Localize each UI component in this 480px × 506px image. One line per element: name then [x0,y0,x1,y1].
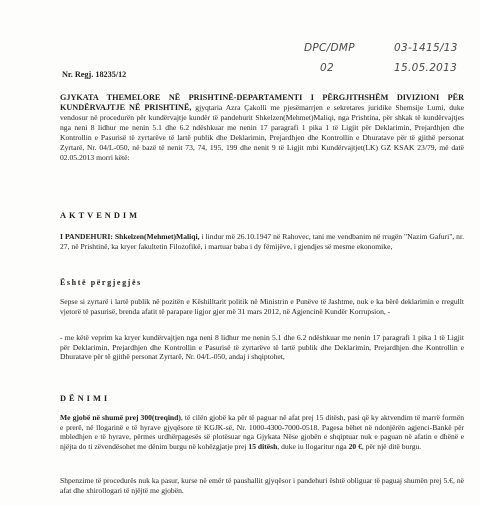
defendant-paragraph [60,232,464,251]
handwritten-number: 02 [320,62,334,74]
fine-text-2: , duke iu llogaritur nga [277,441,349,451]
per-day-amount: 20 € [348,441,362,451]
handwritten-date: 15.05.2013 [394,62,458,74]
registration-number: Nr. Regj. 18235/12 [62,70,127,79]
defendant-name: Shkelzen(Mehmet)Maliqi, [112,232,200,241]
handwritten-reference-1: DPC/DMP [304,42,355,54]
penalty-heading: DËNIMI [60,394,111,403]
fine-text-3: , për një ditë burgu. [361,441,422,451]
guilty-paragraph-2: - me këtë veprim ka kryer kundërvajtjen nga neni 8 lidhur me nenin 5.1 dhe 6.2 ndëshkuar me nenin 17 paragrafi 1 pika 1 të Ligjit për Deklarimin, Prejardhjen dhe Kontrollin e Pasurisë të zyrtarëve të lartë publik dhe Deklarimin, Prejardhjen dhe Kontrollin e Dhuratave për të gjithë personat Zyrtarë, Nr. 04/L-050, andaj i shqiptohet, [60,333,464,362]
court-name: GJYKATA THEMELORE NË PRISHTINË-DEPARTAMENTI I PËRGJITHSHËM DIVIZIONI PËR KUNDËRVAJTJE NË PRISHTINË, [60,93,464,112]
prison-days: 15 ditësh [248,441,278,451]
guilty-paragraph-1: Sepse si zyrtarë i lartë publik në pozitën e Këshilltarit politik në Ministrin e Punëve të Jashtme, nuk e ka bërë deklarimin e rregullt vjetorë të pasurisë, brenda afatit të parapare ligjor gjer më 31 mars 2012, në Agjencinë Kundër Korrupsion, - [60,297,464,316]
court-intro-text: gjyqtaria Azra Çakolli me pjesëmarrjen e sekretares juridike Shemsije Lumi, duke vendosur në procedurën për kundërvajtje kundër të pandehurit Shkelzen(Mehmet)Maliqi, nga Prishtina, për shkak të kundërvajtjes nga neni 8 lidhur me nenin 5.1 dhe 6.2 ndëshkuar me nenin 17 paragrafi 1 pika 1 të Ligjit për Deklarimin, Prejardhjen dhe Kontrollin e Pasurisë të zyrtarëve të lartë publik dhe Deklarimin, Prejardhjen dhe Kontrollin e Dhuratave për të gjithë personat Zyrtarë, Nr. 04/L-050, në bazë të nenit 73, 74, 195, 199 dhe nenit 9 të Ligjit mbi Kundërvajtjet(LK) GZ KSAK 23/79, më datë 02.05.2013 morri këtë: [60,103,464,162]
aktvendim-heading: AKTVENDIM [60,211,141,220]
defendant-label: I PANDEHURI: [60,232,113,241]
handwritten-reference-2: 03-1415/13 [394,42,458,54]
penalty-paragraph-1 [60,413,464,451]
fine-text-1: , të cilën gjobë ka për të paguar në afat prej 15 ditësh, pasi që ky aktvendim të marrë formën e prerë, në llogarinë e të hyrave gjyqësore të KGJK-së, Nr. 1000-4300-7000-0518. Pagesa bëhet në ndonjërën agjenci-Bankë për mbledhjen e të hyrave, përmes urdhërpagesës së plotësuar nga Gjykata Nëse gjobën e shqiptuar nuk e paguan në afatin e dhënë e njëjta do ti zëvendësohet me dënim burgu në kohëzgjatje prej [60,413,464,451]
court-introduction [60,93,464,163]
fine-amount: Me gjobë në shumë prej 300(treqind) [60,413,181,422]
guilty-heading: Është përgjegjës [60,278,142,287]
defendant-details: i lindur më 26.10.1947 në Rahovec, tani me vendbanim në rrugën "Nazim Gafuri", nr. 27, në Prishtinë, ka kryer fakultetin Filozofikë, i martuar baba i dy fëmijëve, i gjendjes së mesme ekonomike, [60,232,464,251]
penalty-paragraph-2: Shpenzime të procedurës nuk ka pasur, kurse në emër të paushallit gjyqësor i pandehuri është obliguar të paguaj shumën prej 5.€, në afat dhe xhirollogari të njëjtë me gjobën. [60,476,464,495]
